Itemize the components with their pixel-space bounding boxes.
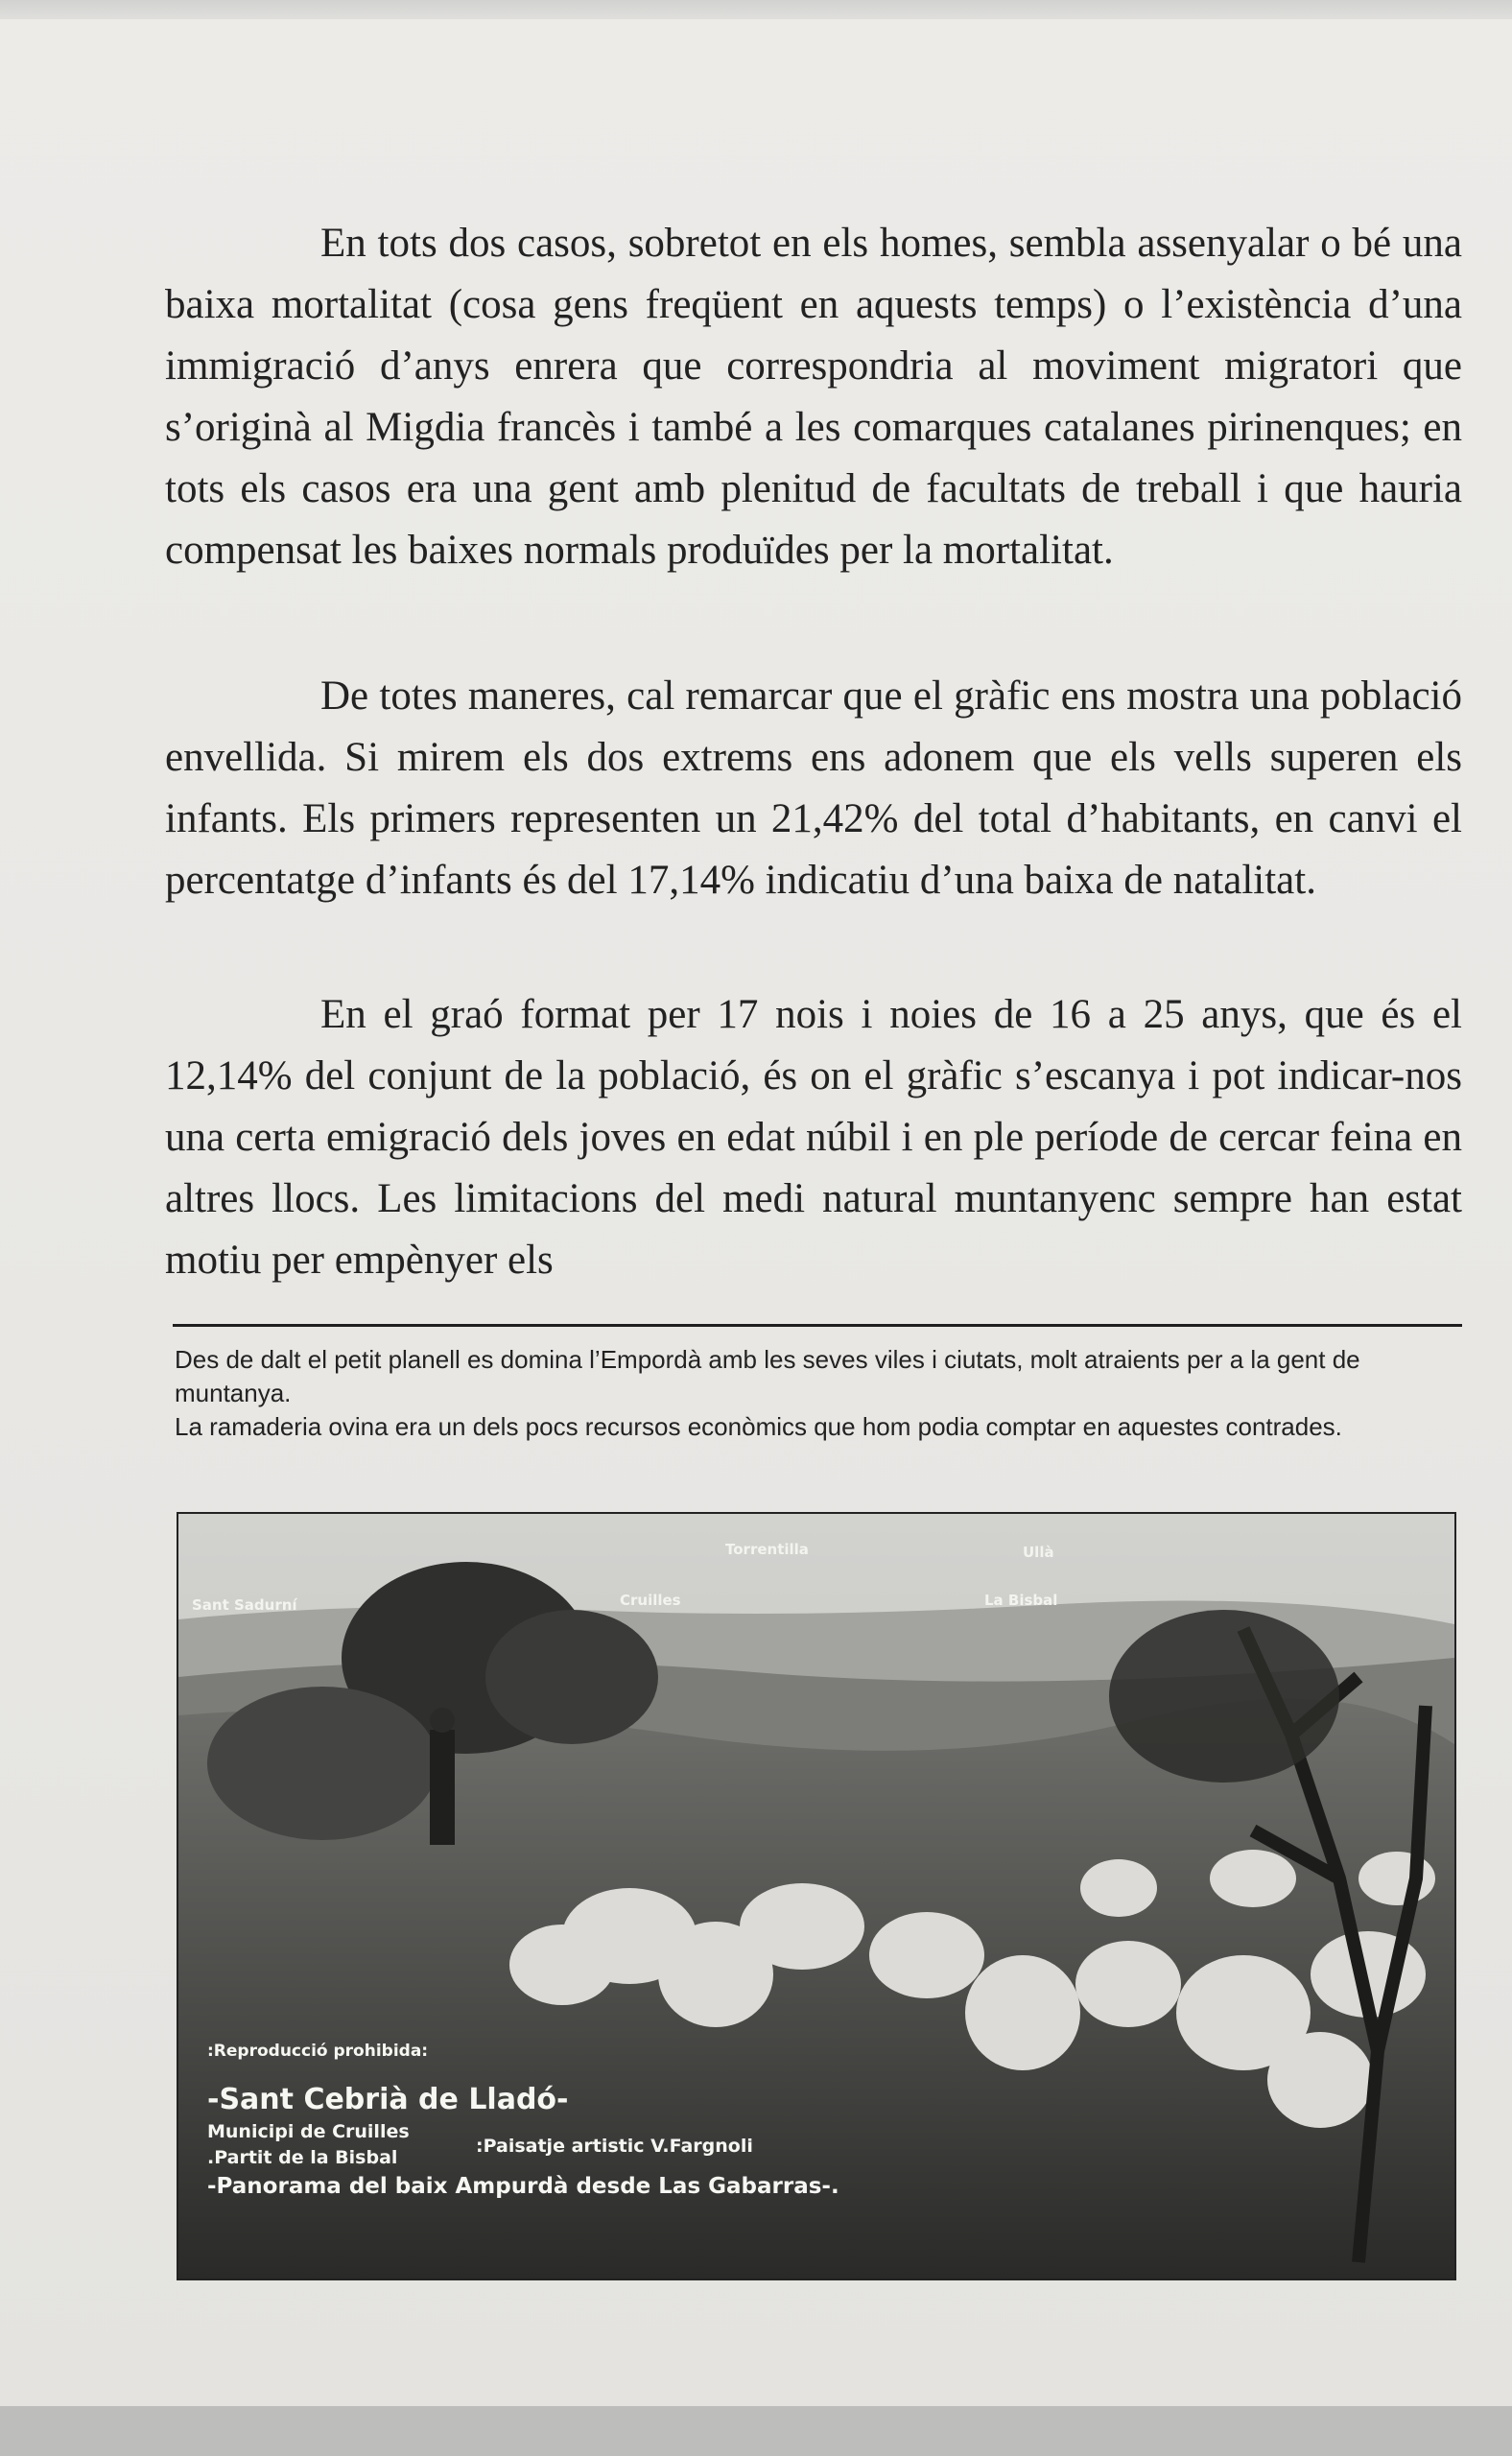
inscription-municipi: Municipi de Cruilles xyxy=(207,2121,410,2142)
label-la-bisbal: La Bisbal xyxy=(984,1592,1058,1609)
label-torrentilla: Torrentilla xyxy=(725,1541,809,1558)
figure-caption xyxy=(175,1343,1460,1444)
tree-foliage xyxy=(1109,1610,1339,1783)
bushes xyxy=(207,1687,437,1840)
photo-scene xyxy=(178,1514,1454,2279)
inscription-fargnoli: :Paisatje artistic V.Fargnoli xyxy=(476,2136,753,2157)
landscape-photo xyxy=(177,1512,1456,2280)
shepherd-figure xyxy=(430,1730,455,1845)
inscription-partit: .Partit de la Bisbal xyxy=(207,2147,398,2168)
label-sant-sadurni: Sant Sadurní xyxy=(192,1596,297,1614)
label-cruilles: Cruilles xyxy=(620,1592,681,1609)
paragraph-1: En tots dos casos, sobretot en els homes, sembla assenyalar o bé una baixa mortalitat (cosa gens freqüent en aquests temps) o l’existència d’una immigració d’anys enrera que correspondria al moviment migratori que s’originà al Migdia francès i també a les comarques catalanes pirinenques; en tots els casos era una gent amb plenitud de facultats de treball i que hauria compensat les baixes normals produïdes per la mortalitat. xyxy=(165,221,1462,573)
shepherd-head xyxy=(430,1708,455,1733)
inscription-reproduccio: :Reproducció prohibida: xyxy=(207,2042,429,2061)
inscription-panorama: -Panorama del baix Ampurdà desde Las Gabarras-. xyxy=(207,2174,839,2199)
tree-cluster-mid xyxy=(485,1610,658,1744)
inscription-sant-cebria: -Sant Cebrià de Lladó- xyxy=(207,2083,569,2116)
paragraph-3: En el graó format per 17 nois i noies de 16 a 25 anys, que és el 12,14% del conjunt de la població, és on el gràfic s’escanya i pot indicar-nos una certa emigració dels joves en edat núbil i en ple període de cercar feina en altres llocs. Les limitacions del medi natural muntanyenc sempre han estat motiu per empènyer els xyxy=(165,992,1462,1283)
caption-line-1: Des de dalt el petit planell es domina l’Empordà amb les seves viles i ciutats, molt atraients per a la gent de muntanya. xyxy=(175,1345,1360,1407)
caption-divider xyxy=(173,1324,1462,1327)
caption-line-2: La ramaderia ovina era un dels pocs recursos econòmics que hom podia comptar en aquestes contrades. xyxy=(175,1412,1342,1441)
page-bottom-edge xyxy=(0,2406,1512,2456)
label-ulla: Ullà xyxy=(1023,1544,1054,1561)
paragraph-2: De totes maneres, cal remarcar que el gràfic ens mostra una població envellida. Si mirem els dos extrems ens adonem que els vells superen els infants. Els primers representen un 21,42% del total d’habitants, en canvi el percentatge d’infants és del 17,14% indicatiu d’una baixa de natalitat. xyxy=(165,673,1462,903)
